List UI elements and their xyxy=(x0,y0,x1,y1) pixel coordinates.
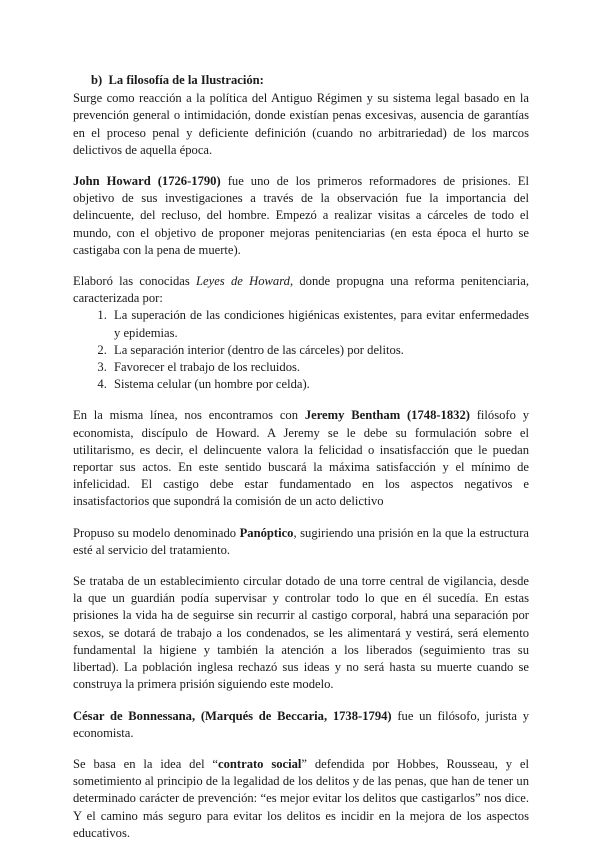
panoptico-prefix: Propuso su modelo denominado xyxy=(73,525,240,540)
intro-paragraph: Surge como reacción a la política del Antiguo Régimen y su sistema legal basado en la prevención general o intimidación, donde existían penas excesivas, ausencia de garantías en el proceso penal y deficiente definición (cuando no arbitrariedad) de los marcos delictivos de aquella época. xyxy=(73,91,529,157)
section-marker: b) xyxy=(91,73,103,87)
establishment-paragraph: Se trataba de un establecimiento circular dotado de una torre central de vigilancia, desde la que un guardián podía supervisar y controlar todo lo que en él sucedía. En estas prisiones la vida ha de seguirse sin recurrir al castigo corporal, habrá una separación por sexos, se dotará de trabajo a los condenados, se les alimentará y vestirá, será elemento fundamental la higiene y también la atención a los liberados (seguimiento tras su libertad). La población inglesa rechazó sus ideas y no será hasta su muerte cuando se construya la primera prisión siguiendo este modelo. xyxy=(73,574,529,692)
panoptico-suffix: , sugiriendo una prisión en la que la estructura esté al servicio del tratamiento. xyxy=(73,525,529,557)
laws-title: Leyes de Howard xyxy=(196,274,290,289)
contract-prefix: Se basa en la idea del “ xyxy=(73,756,219,771)
laws-prefix: Elaboró las conocidas xyxy=(73,274,197,289)
bentham-paragraph xyxy=(73,407,529,510)
laws-list xyxy=(73,307,529,393)
bentham-prefix: En la misma línea, nos encontramos con xyxy=(73,408,305,423)
page-content xyxy=(73,72,529,842)
beccaria-paragraph xyxy=(73,708,529,742)
section-title: La filosofía de la Ilustración: xyxy=(108,73,264,87)
howard-name: John Howard (1726-1790) xyxy=(73,174,221,189)
contract-paragraph xyxy=(73,756,529,842)
section-heading xyxy=(91,72,529,89)
list-item: 4. Sistema celular (un hombre por celda). xyxy=(110,376,529,393)
beccaria-text: fue un filósofo, jurista y economista. xyxy=(73,708,529,740)
list-item: 2. La separación interior (dentro de las cárceles) por delitos. xyxy=(110,342,529,359)
howard-text: fue uno de los primeros reformadores de prisiones. El objetivo de sus investigaciones a través de la observación fue la importancia del delincuente, del recluso, del hombre. Empezó a realizar visitas a cárceles de todo el mundo, con el objetivo de proponer mejoras penitenciarias (en esta época el hurto se castigaba con la pena de muerte). xyxy=(73,174,530,257)
list-item: 1. La superación de las condiciones higiénicas existentes, para evitar enfermedades y epidemias. xyxy=(110,307,529,341)
contract-suffix: ” defendida por Hobbes, Rousseau, y el sometimiento al principio de la legalidad de los delitos y de las penas, que han de tener un determinado carácter de prevención: “es mejor evitar los delitos que castigarlos” nos dice. Y el camino más seguro para evitar los delitos es incidir en la mejora de los aspectos educativos. xyxy=(73,756,529,840)
laws-paragraph xyxy=(73,273,529,307)
howard-paragraph xyxy=(73,173,529,259)
list-item: 3. Favorecer el trabajo de los recluidos. xyxy=(110,359,529,376)
beccaria-name: César de Bonnessana, (Marqués de Beccaria, 1738-1794) xyxy=(73,708,392,723)
contract-term: contrato social xyxy=(218,756,302,771)
panoptico-term: Panóptico xyxy=(239,525,294,540)
bentham-text: filósofo y economista, discípulo de Howard. A Jeremy se le debe su formulación sobre el utilitarismo, es decir, el delincuente valora la felicidad o insatisfacción que le puedan reportar sus actos. En este sentido buscará la máxima satisfacción y el mínimo de infelicidad. El castigo debe estar fundamentado en los aspectos negativos e insatisfactorios que supondrá la comisión de un acto delictivo xyxy=(73,408,529,509)
bentham-name: Jeremy Bentham (1748-1832) xyxy=(304,408,470,423)
panoptico-paragraph xyxy=(73,525,529,559)
laws-suffix: , donde propugna una reforma penitenciaria, caracterizada por: xyxy=(73,274,529,306)
